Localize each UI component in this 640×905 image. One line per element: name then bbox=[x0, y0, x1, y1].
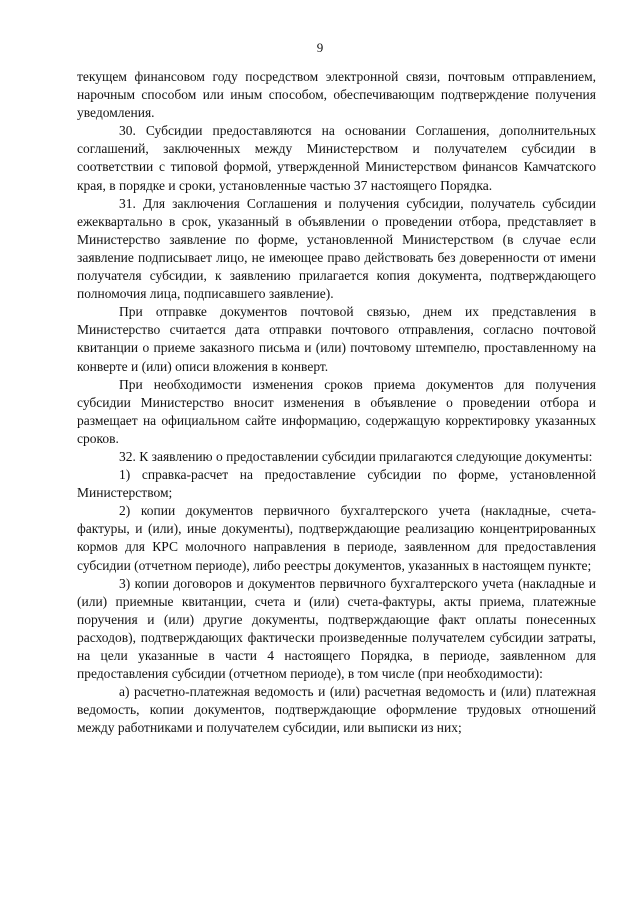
list-item-1: 1) справка-расчет на предоставление субсидии по форме, установленной Министерством; bbox=[77, 467, 596, 501]
list-item-2: 2) копии документов первичного бухгалтерского учета (накладные, счета-фактуры, и (или), иные документы), подтверждающие реализацию концентрированных кормов для КРС молочного направления в периоде, заявленном для предоставления субсидии (отчетном периоде), либо реестры документов, указанных в настоящем пункте; bbox=[77, 503, 596, 573]
page-number: 9 bbox=[316, 40, 324, 55]
paragraph-item-30: 30. Субсидии предоставляются на основании Соглашения, дополнительных соглашений, заключенных между Министерством и получателем субсидии в соответствии с типовой формой, утвержденной Министерством финансов Камчатского края, в порядке и сроки, установленные частью 37 настоящего Порядка. bbox=[77, 123, 596, 193]
paragraph-item-31: 31. Для заключения Соглашения и получения субсидии, получатель субсидии ежеквартально в срок, указанный в объявлении о проведении отбора, представляет в Министерство заявление по форме, установленной Министерством (в случае если заявление подписывает лицо, не имеющее право действовать без доверенности от имени получателя субсидии, к заявлению прилагается копия документа, подтверждающего полномочия лица, подписавшего заявление). bbox=[77, 195, 596, 302]
list-subitem-a: а) расчетно-платежная ведомость и (или) расчетная ведомость и (или) платежная ведомость, копии документов, подтверждающие оформление трудовых отношений между работниками и получателем субсидии, или выписки из них; bbox=[77, 684, 596, 736]
document-body bbox=[77, 68, 596, 737]
paragraph-deadline-change: При необходимости изменения сроков приема документов для получения субсидии Министерство вносит изменения в объявление о проведении отбора и размещает на официальном сайте информацию, содержащую корректировку указанных сроков. bbox=[77, 376, 596, 446]
paragraph-continuation: текущем финансовом году посредством электронной связи, почтовым отправлением, нарочным способом или иным способом, обеспечивающим подтверждение получения уведомления. bbox=[77, 69, 596, 121]
paragraph-postal-submission: При отправке документов почтовой связью, днем их представления в Министерство считается дата отправки почтового отправления, согласно почтовой квитанции о приеме заказного письма и (или) почтовому штемпелю, проставленному на конверте и (или) описи вложения в конверт. bbox=[77, 304, 596, 374]
paragraph-item-32: 32. К заявлению о предоставлении субсидии прилагаются следующие документы: bbox=[119, 448, 593, 464]
list-item-3: 3) копии договоров и документов первичного бухгалтерского учета (накладные и (или) приемные квитанции, счета и (или) счета-фактуры, акты приема, платежные поручения и (или) другие документы, подтверждающие факт оплаты понесенных расходов), подтверждающих фактически произведенные получателем субсидии затраты, на цели указанные в части 4 настоящего Порядка, в периоде, заявленном для предоставления субсидии (отчетном периоде), в том числе (при необходимости): bbox=[77, 575, 596, 682]
